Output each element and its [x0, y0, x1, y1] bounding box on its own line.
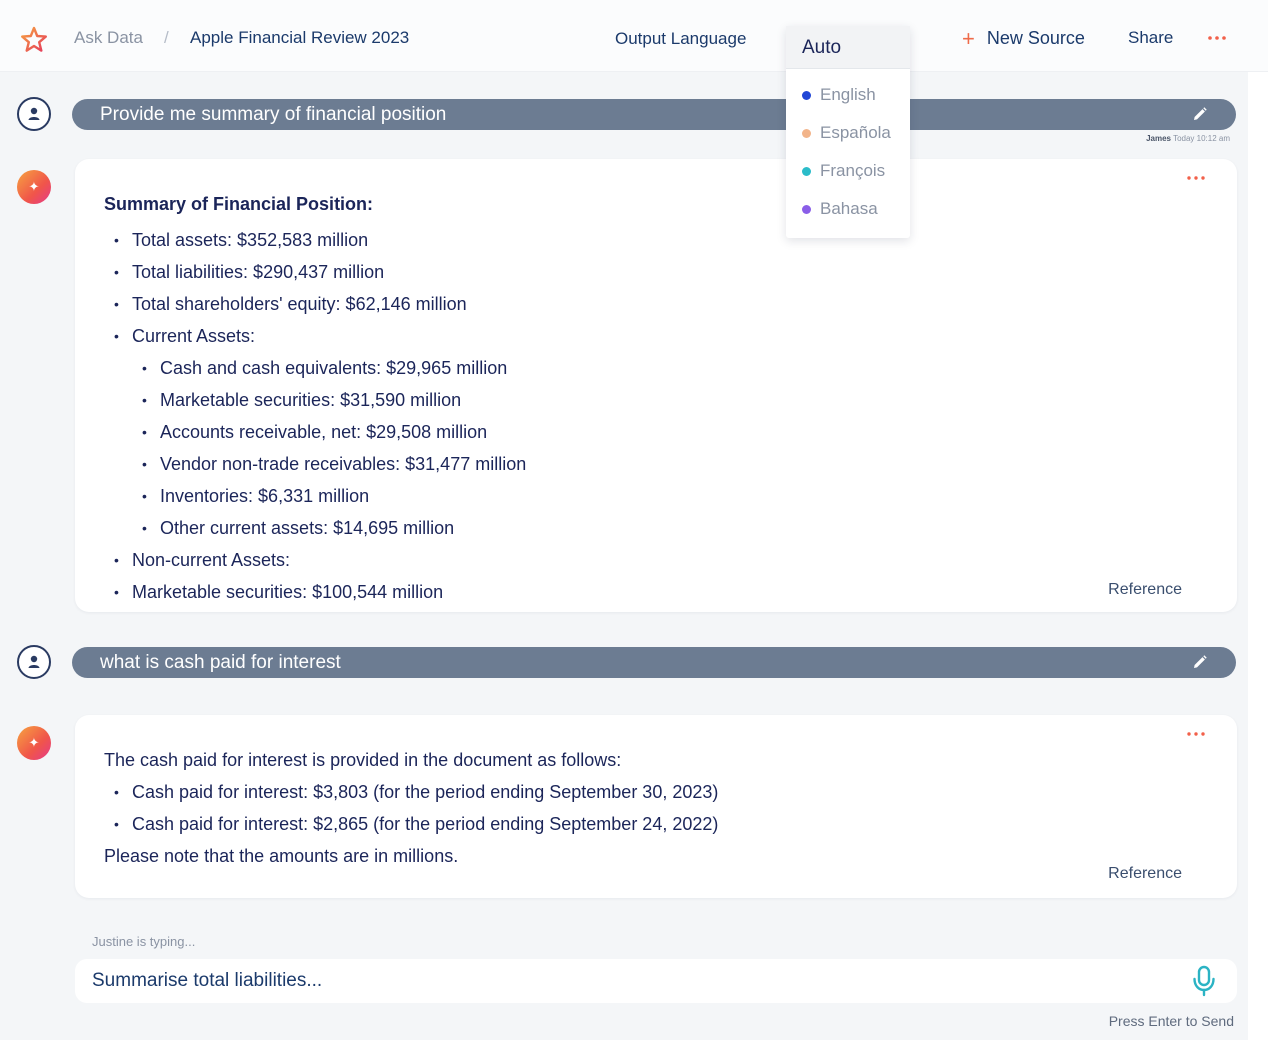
dropdown-options [786, 69, 910, 228]
summary-content [104, 192, 1004, 608]
send-hint: Press Enter to Send [1108, 1013, 1234, 1029]
dot-icon [802, 91, 811, 100]
answer-card [75, 715, 1237, 898]
user-avatar [17, 97, 51, 131]
option-label: Española [820, 123, 891, 142]
more-options-icon[interactable] [1185, 729, 1207, 739]
list-item: • Non-current Assets: [132, 544, 1004, 576]
option-label: Bahasa [820, 199, 878, 218]
list-item: • Current Assets: [132, 320, 1004, 352]
current-assets-wrapper [104, 352, 1004, 544]
share-button[interactable]: Share [1128, 28, 1174, 47]
answer-content [104, 744, 1004, 872]
question-bar[interactable] [72, 647, 1236, 678]
language-option-espanola[interactable] [786, 114, 910, 152]
ai-avatar [17, 726, 51, 760]
breadcrumb-current[interactable]: Apple Financial Review 2023 [190, 28, 410, 47]
list-item: • Cash paid for interest: $2,865 (for the period ending September 24, 2022) [132, 808, 1004, 840]
non-current-list [104, 544, 1004, 576]
list-item: • Marketable securities: $31,590 million [160, 384, 1004, 416]
summary-heading: Summary of Financial Position: [104, 194, 374, 214]
breadcrumb-separator: / [164, 28, 169, 47]
non-current-wrapper [104, 576, 1004, 608]
breadcrumb-root[interactable]: Ask Data [74, 28, 143, 47]
list-item: • Total assets: $352,583 million [132, 224, 1004, 256]
more-options-icon[interactable] [1206, 32, 1228, 44]
option-label: English [820, 85, 876, 104]
list-item: • Total shareholders' equity: $62,146 million [132, 288, 1004, 320]
more-options-icon[interactable] [1185, 173, 1207, 183]
user-avatar [17, 645, 51, 679]
star-logo-icon[interactable] [20, 26, 48, 54]
dot-icon [802, 129, 811, 138]
question-bar[interactable] [72, 99, 1236, 130]
sparkle-icon: ✦ [28, 735, 40, 750]
top-bar [0, 0, 1268, 72]
output-language-label: Output Language [615, 29, 747, 48]
language-option-english[interactable] [786, 76, 910, 114]
dot-icon [802, 205, 811, 214]
list-item: • Vendor non-trade receivables: $31,477 million [160, 448, 1004, 480]
typing-status: Justine is typing... [92, 934, 196, 949]
message-composer [75, 959, 1237, 1003]
user-icon [26, 653, 42, 671]
list-item: • Other current assets: $14,695 million [160, 512, 1004, 544]
option-label: François [820, 161, 886, 180]
current-assets-list [132, 352, 1004, 544]
summary-list [104, 224, 1004, 352]
non-current-assets-list [104, 576, 1004, 608]
answer-intro: The cash paid for interest is provided in the document as follows: [104, 750, 622, 770]
user-icon [26, 105, 42, 123]
question-text: what is cash paid for interest [100, 652, 341, 673]
sparkle-icon: ✦ [28, 179, 40, 194]
question-text: Provide me summary of financial position [100, 104, 447, 125]
non-current-group [132, 576, 1004, 608]
scrollbar-track[interactable] [1248, 72, 1268, 1040]
dot-icon [802, 167, 811, 176]
meta-user: James [1146, 134, 1171, 143]
output-language-dropdown[interactable] [786, 26, 910, 238]
answer-list [104, 776, 1004, 840]
plus-icon: + [962, 25, 975, 51]
language-option-francois[interactable] [786, 152, 910, 190]
microphone-icon[interactable] [1191, 965, 1217, 997]
edit-icon[interactable] [1191, 106, 1208, 123]
message-meta [1146, 134, 1230, 143]
ai-avatar [17, 170, 51, 204]
list-item: • Accounts receivable, net: $29,508 million [160, 416, 1004, 448]
message-input[interactable] [92, 959, 1172, 1003]
list-item: • Inventories: $6,331 million [160, 480, 1004, 512]
meta-time: Today 10:12 am [1173, 134, 1230, 143]
dropdown-selected-value[interactable]: Auto [786, 26, 910, 69]
list-item: • Cash paid for interest: $3,803 (for the period ending September 30, 2023) [132, 776, 1004, 808]
reference-link[interactable]: Reference [1108, 581, 1182, 598]
list-item: • Cash and cash equivalents: $29,965 million [160, 352, 1004, 384]
new-source-button[interactable] [962, 25, 1085, 51]
answer-card [75, 159, 1237, 612]
answer-outro: Please note that the amounts are in millions. [104, 846, 459, 866]
current-assets-group [132, 352, 1004, 544]
new-source-label: New Source [986, 28, 1085, 48]
language-option-bahasa[interactable] [786, 190, 910, 228]
list-item: • Marketable securities: $100,544 million [132, 576, 1004, 608]
edit-icon[interactable] [1191, 654, 1208, 671]
list-item: • Total liabilities: $290,437 million [132, 256, 1004, 288]
reference-link[interactable]: Reference [1108, 865, 1182, 882]
